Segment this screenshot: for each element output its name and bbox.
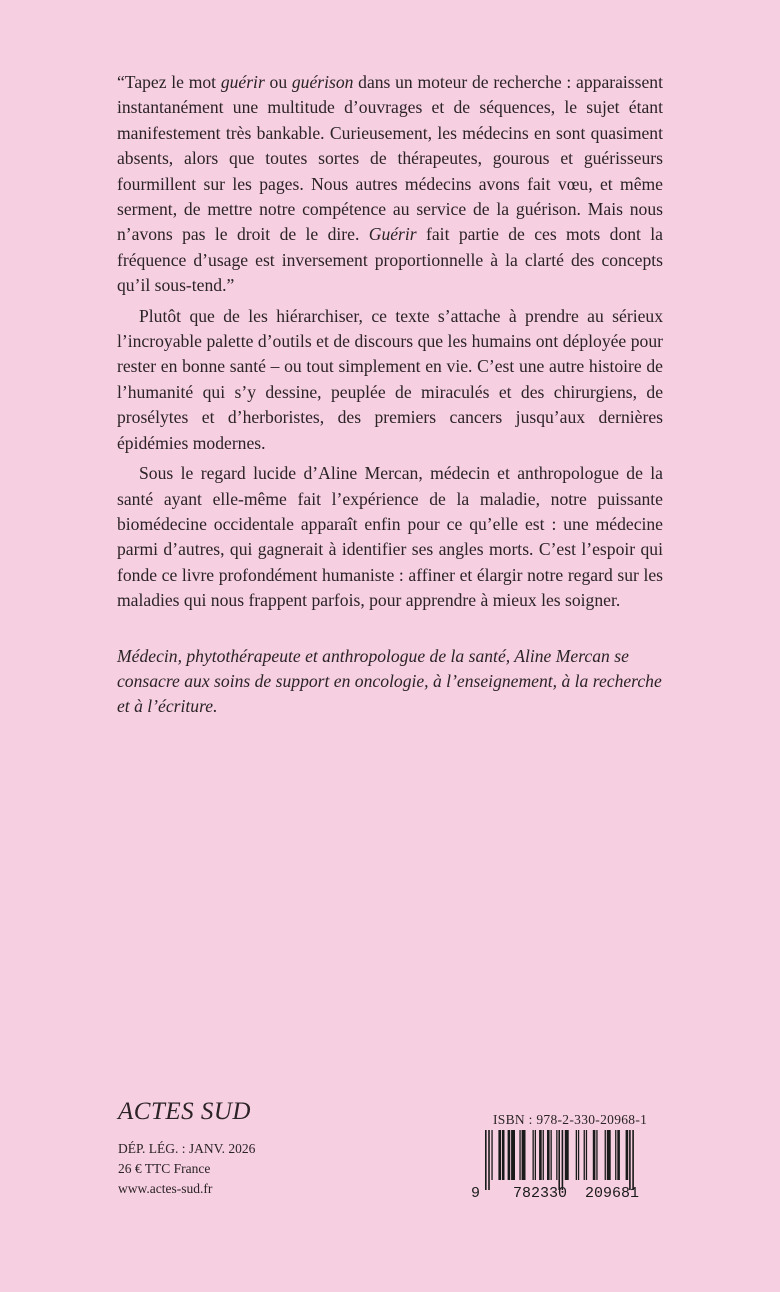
barcode-bar	[519, 1130, 520, 1180]
legal-deposit: DÉP. LÉG. : JANV. 2026	[118, 1141, 256, 1156]
back-cover-text	[117, 70, 663, 720]
author-bio: Médecin, phytothérapeute et anthropologue de la santé, Aline Mercan se consacre aux soins de support en oncologie, à l’enseignement, à la recherche et à l’écriture.	[117, 645, 662, 717]
barcode-digit-first: 9	[471, 1185, 481, 1200]
author-perspective-paragraph: Sous le regard lucide d’Aline Mercan, médecin et anthropologue de la santé ayant elle-même fait l’expérience de la maladie, notre puissante biomédecine occidentale apparaît enfin pour ce qu’elle est : une médecine parmi d’autres, qui gagnerait à identifier ses angles morts. C’est l’espoir qui fonde ce livre profondément humaniste : affiner et élargir notre regard sur les maladies qui nous frappent parfois, pour apprendre à mieux les soigner.	[117, 463, 663, 611]
website: www.actes-sud.fr	[118, 1181, 213, 1196]
description-paragraph: Plutôt que de les hiérarchiser, ce texte s’attache à prendre au sérieux l’incroyable palette d’outils et de discours que les humains ont déployée pour rester en bonne santé – ou tout simplement en vie. C’est une autre histoire de l’humanité qui s’y dessine, peuplée de miraculés et des chirurgiens, de prosélytes et d’herboristes, des premiers cancers jusqu’aux dernières épidémies modernes.	[117, 305, 663, 453]
barcode-bar	[593, 1130, 596, 1180]
barcode-bar	[551, 1130, 552, 1180]
barcode-bar	[543, 1130, 544, 1180]
quote-paragraph: “Tapez le mot guérir ou guérison dans un moteur de recherche : apparaissent instantanément une multitude d’ouvrages et de séquences, le sujet étant manifestement très bankable. Curieusement, les médecins en sont quasiment absents, alors que toutes sortes de thérapeutes, gourous et guérisseurs fourmillent sur les pages. Nous autres médecins avons fait vœu, et même serment, de mettre notre compétence au service de la guérison. Mais nous n’avons pas le droit de le dire. Guérir fait partie de ces mots dont la fréquence d’usage est inversement proportionnelle à la clarté des concepts qu’il sous-tend.”	[117, 72, 663, 296]
barcode-bar	[558, 1130, 560, 1190]
barcode-digits-left: 782330	[513, 1185, 568, 1200]
barcode-bar	[508, 1130, 511, 1180]
publisher-logo: ACTES SUD	[118, 1098, 251, 1125]
barcode-bar	[626, 1130, 629, 1180]
barcode-bar	[491, 1130, 492, 1180]
price: 26 € TTC France	[118, 1161, 211, 1176]
barcode-bar	[617, 1130, 620, 1180]
barcode-digits-right: 209681	[585, 1185, 640, 1200]
barcode	[465, 1130, 665, 1200]
barcode-bar	[522, 1130, 526, 1180]
barcode-bar	[511, 1130, 515, 1180]
barcode-bar	[547, 1130, 550, 1180]
barcode-bar	[488, 1130, 490, 1190]
barcode-bar	[502, 1130, 505, 1180]
barcode-bar	[576, 1130, 577, 1180]
barcode-bar	[584, 1130, 585, 1180]
barcode-bar	[632, 1130, 634, 1190]
barcode-bar	[629, 1130, 631, 1190]
isbn-label: ISBN : 978-2-330-20968-1	[493, 1112, 648, 1127]
barcode-bar	[596, 1130, 597, 1180]
barcode-bar	[498, 1130, 501, 1180]
barcode-bar	[578, 1130, 579, 1180]
barcode-bar	[586, 1130, 587, 1180]
barcode-bar	[533, 1130, 534, 1180]
barcode-bar	[539, 1130, 542, 1180]
barcode-bar	[562, 1130, 564, 1190]
barcode-bar	[556, 1130, 557, 1180]
barcode-bar	[535, 1130, 536, 1180]
barcode-bar	[605, 1130, 606, 1180]
barcode-bar	[607, 1130, 611, 1180]
barcode-bar	[615, 1130, 616, 1180]
barcode-bar	[565, 1130, 569, 1180]
barcode-bar	[485, 1130, 487, 1190]
